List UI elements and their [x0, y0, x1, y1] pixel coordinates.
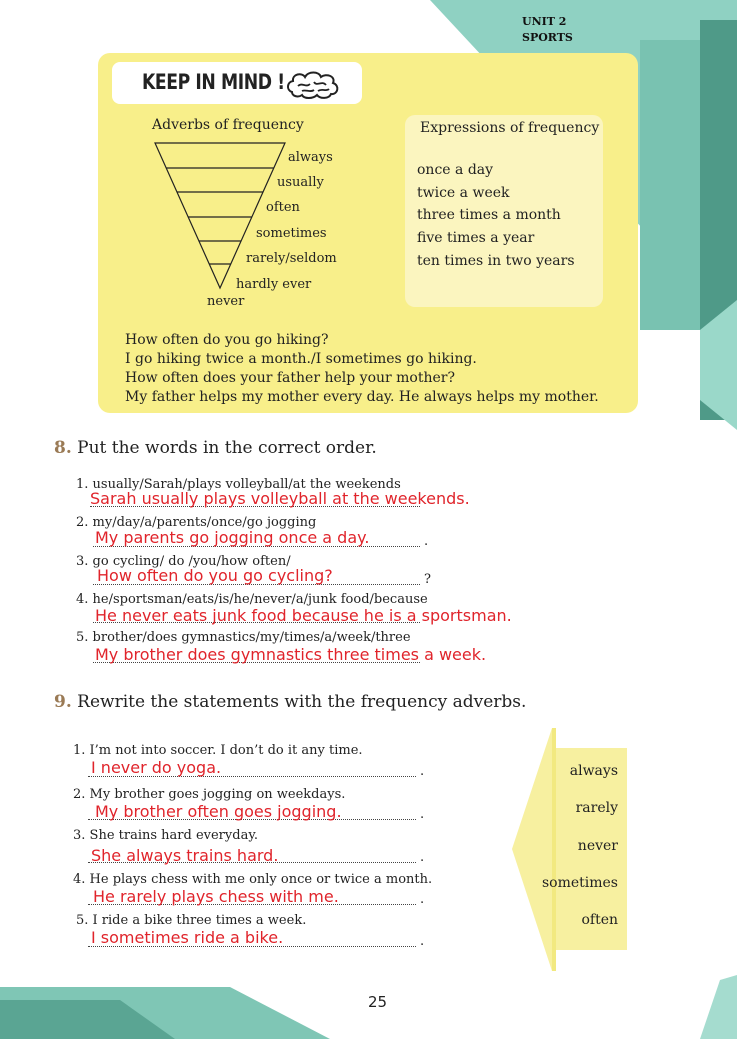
example-line: How often do you go hiking?: [125, 332, 329, 348]
exercise-9-prompt: 4. He plays chess with me only once or twice a month.: [73, 872, 433, 887]
exercise-8-prompt: 1. usually/Sarah/plays volleyball/at the weekends: [76, 477, 401, 492]
adverb-rarely: rarely/seldom: [246, 251, 337, 266]
expression-item: ten times in two years: [417, 253, 575, 269]
unit-header: [522, 14, 573, 46]
exercise-8-heading: [54, 438, 377, 458]
exercise-9-answer[interactable]: I never do yoga.: [91, 758, 222, 777]
adverbs-title: Adverbs of frequency: [152, 117, 304, 133]
exercise-8-answer[interactable]: My parents go jogging once a day.: [95, 528, 370, 547]
expression-item: three times a month: [417, 207, 561, 223]
adverb-usually: usually: [277, 175, 324, 190]
word-bank-often: often: [581, 912, 618, 928]
adverb-never: never: [207, 294, 245, 309]
exercise-8-prompt: 3. go cycling/ do /you/how often/: [76, 554, 291, 569]
adverb-always: always: [288, 150, 333, 165]
exercise-8-answer[interactable]: How often do you go cycling?: [97, 566, 333, 585]
frequency-triangle: [150, 140, 290, 300]
exercise-9-prompt: 1. I’m not into soccer. I don’t do it any time.: [73, 743, 363, 758]
exercise-8-prompt: 5. brother/does gymnastics/my/times/a/week/three: [76, 630, 411, 645]
unit-label: UNIT 2: [522, 15, 567, 28]
unit-topic: SPORTS: [522, 31, 573, 44]
expression-item: twice a week: [417, 185, 510, 201]
exercise-9-answer[interactable]: She always trains hard.: [91, 846, 279, 865]
answer-end-mark: .: [420, 807, 425, 822]
exercise-9-instruction: Rewrite the statements with the frequency adverbs.: [77, 692, 527, 712]
exercise-9-answer[interactable]: My brother often goes jogging.: [95, 802, 342, 821]
answer-end-mark: .: [420, 934, 425, 949]
expressions-title: Expressions of frequency: [420, 120, 600, 136]
exercise-8-instruction: Put the words in the correct order.: [77, 438, 377, 458]
example-line: How often does your father help your mother?: [125, 370, 455, 386]
expression-item: five times a year: [417, 230, 535, 246]
exercise-8-number: 8.: [54, 438, 72, 458]
expression-item: once a day: [417, 162, 494, 178]
answer-end-mark: .: [420, 764, 425, 779]
adverb-sometimes: sometimes: [256, 226, 327, 241]
word-bank-sometimes: sometimes: [541, 875, 618, 891]
exercise-9-prompt: 3. She trains hard everyday.: [73, 828, 259, 843]
answer-end-mark: .: [420, 850, 425, 865]
exercise-9-prompt: 5. I ride a bike three times a week.: [76, 913, 307, 928]
word-bank-never: never: [577, 838, 618, 854]
adverb-hardly-ever: hardly ever: [236, 277, 312, 292]
example-line: My father helps my mother every day. He always helps my mother.: [125, 389, 599, 405]
exercise-9-answer[interactable]: He rarely plays chess with me.: [93, 887, 339, 906]
adverb-often: often: [266, 200, 300, 215]
brain-icon: [286, 70, 340, 100]
exercise-8-prompt: 4. he/sportsman/eats/is/he/never/a/junk food/because: [76, 592, 428, 607]
exercise-8-answer[interactable]: He never eats junk food because he is a sportsman.: [95, 606, 512, 625]
example-line: I go hiking twice a month./I sometimes go hiking.: [125, 351, 477, 367]
example-sentences: [125, 331, 599, 407]
word-bank-always: always: [569, 763, 618, 779]
answer-end-mark: .: [424, 534, 429, 549]
answer-end-mark: ?: [424, 572, 431, 587]
exercise-9-answer[interactable]: I sometimes ride a bike.: [91, 928, 284, 947]
page-number: 25: [368, 993, 388, 1011]
exercise-9-number: 9.: [54, 692, 72, 712]
exercise-8-prompt: 2. my/day/a/parents/once/go jogging: [76, 515, 317, 530]
exercise-9-prompt: 2. My brother goes jogging on weekdays.: [73, 787, 346, 802]
keep-in-mind-title: KEEP IN MIND !: [142, 70, 285, 94]
answer-end-mark: .: [420, 892, 425, 907]
exercise-8-answer[interactable]: Sarah usually plays volleyball at the weekends.: [90, 489, 470, 508]
exercise-9-heading: [54, 692, 526, 712]
word-bank-rarely: rarely: [575, 800, 618, 816]
exercise-8-answer[interactable]: My brother does gymnastics three times a week.: [95, 645, 487, 664]
